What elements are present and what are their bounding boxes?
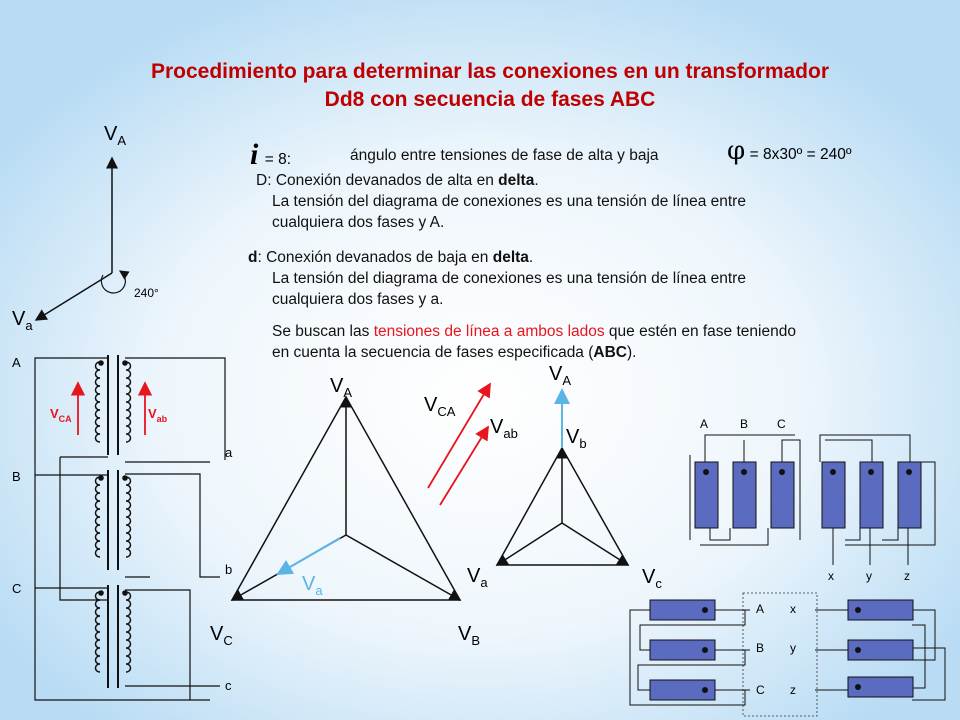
search-post: que estén en fase teniendo: [604, 323, 796, 340]
top-label-y: y: [866, 569, 872, 583]
D-line-2: La tensión del diagrama de conexiones es una tensión de línea entre: [272, 193, 746, 210]
top-label-A: A: [700, 417, 709, 431]
VCA-winding-label: $V_{CA}$: [50, 406, 72, 424]
bottom-label-z: z: [790, 683, 796, 697]
D-line-3: cualquiera dos fases y A.: [272, 214, 445, 231]
top-label-C: C: [777, 417, 786, 431]
line-voltage-arrows: [424, 384, 518, 505]
search-red: tensiones de línea a ambos lados: [373, 323, 605, 340]
top-label-x: x: [828, 569, 834, 583]
bottom-label-A: A: [756, 602, 765, 616]
bottom-label-C: C: [756, 683, 765, 697]
star-Vc-label: $V_c$: [642, 566, 662, 591]
star-VA-label: $V_A$: [549, 363, 572, 388]
D-text: : Conexión devanados de alta en: [267, 172, 499, 189]
tri-VC-label: $V_C$: [210, 623, 233, 648]
Vab-winding-label: $V_{ab}$: [148, 406, 168, 424]
bottom-label-x: x: [790, 602, 796, 616]
winding-label-b: b: [225, 562, 233, 577]
d-letter: d: [248, 249, 258, 266]
Vab-phasor-label: $V_{ab}$: [490, 416, 518, 441]
angle-VA-label: $V_A$: [104, 123, 127, 148]
winding-label-a: a: [225, 445, 233, 460]
i-equation: = 8:: [264, 151, 292, 168]
d-line-2: La tensión del diagrama de conexiones es una tensión de línea entre: [272, 270, 746, 287]
star-Va-label: $V_a$: [467, 565, 488, 590]
bottom-label-y: y: [790, 641, 796, 655]
winding-label-B: B: [12, 469, 21, 484]
tri-Va-label: $V_a$: [302, 573, 323, 598]
title-line-2: Dd8 con secuencia de fases ABC: [324, 88, 656, 111]
i-symbol: i: [250, 138, 259, 171]
search-line2-pre: en cuenta la secuencia de fases especificada (: [272, 344, 594, 361]
top-label-B: B: [740, 417, 749, 431]
phi-equation: = 8x30º = 240º: [749, 146, 852, 163]
d-line-3: cualquiera dos fases y a.: [272, 291, 444, 308]
Vab-phasor-arrow: [440, 427, 488, 505]
bottom-label-B: B: [756, 641, 765, 655]
top-label-z: z: [904, 569, 910, 583]
search-line2-bold: ABC: [593, 344, 627, 361]
winding-label-c: c: [225, 678, 232, 693]
winding-label-A: A: [12, 355, 21, 370]
bottom-connection-diagram: [630, 593, 945, 716]
phi-symbol: φ: [727, 136, 746, 166]
tri-VA-label: $V_A$: [330, 375, 353, 400]
winding-label-C: C: [12, 581, 22, 596]
d-text: : Conexión devanados de baja en: [257, 249, 493, 266]
winding-diagram: [12, 355, 233, 700]
VCA-phasor-label: $V_{CA}$: [424, 394, 456, 419]
angle-diagram: [12, 123, 159, 333]
angle-description: ángulo entre tensiones de fase de alta y baja: [350, 147, 659, 164]
search-pre: Se buscan las: [272, 323, 374, 340]
angle-arc: [101, 271, 125, 293]
Va-axis-arrow: [36, 273, 112, 320]
D-letter: D: [256, 172, 268, 189]
lv-star: [467, 363, 662, 591]
angle-value-label: 240°: [134, 286, 159, 300]
search-line2-post: ).: [627, 344, 637, 361]
d-bold: delta: [492, 249, 529, 266]
D-bold: delta: [498, 172, 535, 189]
top-connection-diagram: [690, 417, 935, 583]
angle-Va-label: $V_a$: [12, 308, 33, 333]
tri-VB-label: $V_B$: [458, 623, 481, 648]
star-Vb-label: $V_b$: [566, 426, 587, 451]
D-post: .: [534, 172, 539, 189]
Va-phasor: [278, 538, 340, 574]
d-post: .: [528, 249, 534, 266]
title-line-1: Procedimiento para determinar las conexiones en un transformador: [150, 60, 830, 83]
